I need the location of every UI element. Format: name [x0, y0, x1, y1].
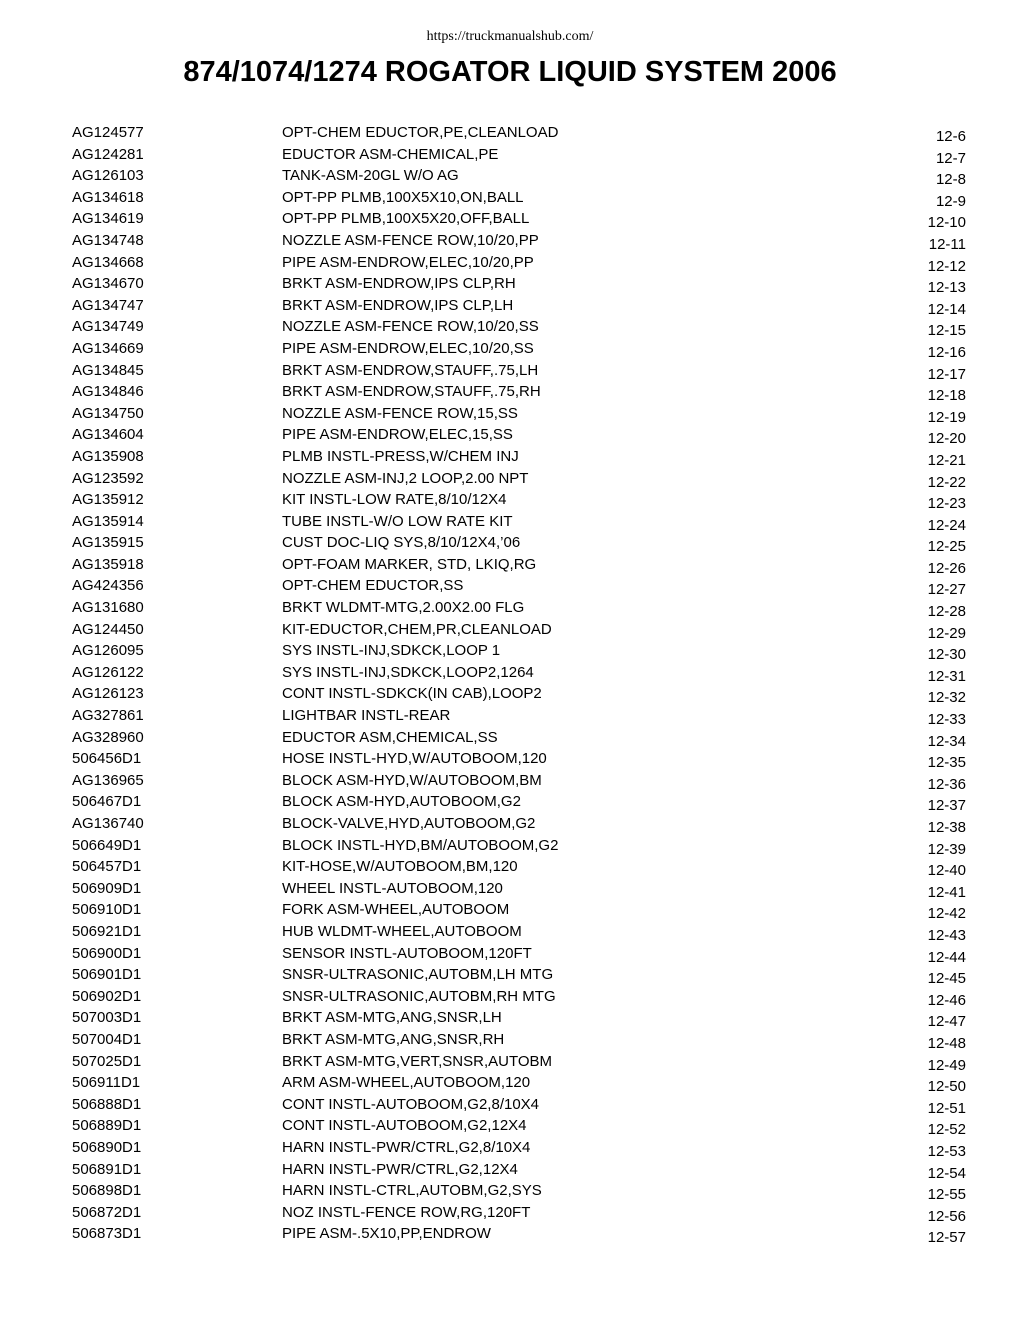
part-description: HARN INSTL-CTRL,AUTOBM,G2,SYS [282, 1182, 542, 1200]
part-description: KIT INSTL-LOW RATE,8/10/12X4 [282, 491, 507, 509]
list-item [0, 469, 1020, 491]
part-number: 507025D1 [72, 1052, 142, 1070]
list-item [0, 598, 1020, 620]
part-description: FORK ASM-WHEEL,AUTOBOOM [282, 901, 510, 919]
part-number: 506909D1 [72, 879, 142, 897]
page-reference: 12-48 [927, 1034, 966, 1052]
page-reference: 12-19 [927, 408, 966, 426]
page-reference: 12-49 [927, 1056, 966, 1074]
part-description: CONT INSTL-SDKCK(IN CAB),LOOP2 [282, 685, 542, 703]
part-number: 506902D1 [72, 987, 142, 1005]
part-description: LIGHTBAR INSTL-REAR [282, 707, 451, 725]
page-reference: 12-15 [927, 322, 966, 340]
part-number: AG134604 [72, 426, 144, 444]
part-description: TANK-ASM-20GL W/O AG [282, 167, 459, 185]
parts-list [0, 123, 1020, 1246]
page-reference: 12-10 [927, 214, 966, 232]
part-number: AG134846 [72, 383, 144, 401]
part-number: 506889D1 [72, 1117, 142, 1135]
part-number: AG134750 [72, 404, 144, 422]
page-reference: 12-44 [927, 948, 966, 966]
part-description: KIT-EDUCTOR,CHEM,PR,CLEANLOAD [282, 620, 552, 638]
page-reference: 12-53 [927, 1142, 966, 1160]
part-description: OPT-PP PLMB,100X5X20,OFF,BALL [282, 210, 530, 228]
list-item [0, 728, 1020, 750]
part-description: BLOCK ASM-HYD,AUTOBOOM,G2 [282, 793, 521, 811]
page-reference: 12-6 [935, 128, 966, 145]
page-reference: 12-11 [928, 235, 966, 253]
list-item [0, 1052, 1020, 1074]
list-item [0, 339, 1020, 361]
part-description: PIPE ASM-ENDROW,ELEC,10/20,SS [282, 339, 534, 357]
page-reference: 12-8 [935, 171, 966, 189]
list-item [0, 1095, 1020, 1117]
part-number: 506872D1 [72, 1203, 142, 1221]
part-description: WHEEL INSTL-AUTOBOOM,120 [282, 879, 503, 897]
list-item [0, 663, 1020, 685]
part-description: BRKT ASM-ENDROW,IPS CLP,RH [282, 275, 516, 293]
list-item [0, 1073, 1020, 1095]
part-number: 507004D1 [72, 1030, 142, 1048]
page-reference: 12-56 [927, 1207, 966, 1225]
part-number: AG126122 [72, 663, 144, 681]
part-description: TUBE INSTL-W/O LOW RATE KIT [282, 512, 513, 530]
part-number: AG135912 [72, 491, 144, 509]
part-description: EDUCTOR ASM-CHEMICAL,PE [282, 145, 499, 163]
part-description: OPT-FOAM MARKER, STD, LKIQ,RG [282, 555, 537, 573]
part-description: NOZZLE ASM-FENCE ROW,15,SS [282, 404, 518, 422]
part-description: CONT INSTL-AUTOBOOM,G2,12X4 [282, 1117, 527, 1135]
list-item [0, 1008, 1020, 1030]
list-item [0, 922, 1020, 944]
part-number: AG328960 [72, 728, 144, 746]
list-item [0, 447, 1020, 469]
page-reference: 12-7 [935, 149, 966, 167]
part-number: AG135915 [72, 534, 144, 552]
page-reference: 12-23 [927, 495, 966, 513]
part-description: BLOCK ASM-HYD,W/AUTOBOOM,BM [282, 771, 542, 789]
part-number: 506457D1 [72, 858, 142, 876]
part-description: BLOCK INSTL-HYD,BM/AUTOBOOM,G2 [282, 836, 559, 854]
part-description: ARM ASM-WHEEL,AUTOBOOM,120 [282, 1074, 531, 1092]
page-reference: 12-51 [927, 1099, 966, 1117]
part-number: AG124450 [72, 620, 144, 638]
list-item [0, 900, 1020, 922]
page-reference: 12-29 [927, 624, 966, 642]
part-number: AG424356 [72, 577, 144, 595]
page-reference: 12-22 [927, 473, 966, 491]
part-number: AG126123 [72, 685, 144, 703]
list-item [0, 987, 1020, 1009]
part-number: AG136965 [72, 771, 144, 789]
part-number: AG135914 [72, 512, 144, 530]
list-item [0, 296, 1020, 318]
page-reference: 12-47 [927, 1013, 966, 1031]
page-reference: 12-14 [927, 300, 966, 318]
list-item [0, 771, 1020, 793]
page-reference: 12-27 [927, 581, 966, 599]
list-item [0, 188, 1020, 210]
part-number: AG131680 [72, 599, 144, 617]
list-item [0, 1116, 1020, 1138]
page-reference: 12-57 [927, 1229, 966, 1247]
list-item [0, 749, 1020, 771]
part-description: BLOCK-VALVE,HYD,AUTOBOOM,G2 [282, 815, 536, 832]
list-item [0, 166, 1020, 188]
page-reference: 12-20 [927, 430, 966, 448]
part-number: AG134747 [72, 296, 144, 314]
list-item [0, 814, 1020, 836]
list-item [0, 425, 1020, 447]
page-reference: 12-54 [927, 1164, 966, 1182]
part-description: SYS INSTL-INJ,SDKCK,LOOP 1 [282, 642, 501, 660]
part-description: BRKT ASM-MTG,ANG,SNSR,RH [282, 1030, 505, 1048]
page-reference: 12-34 [927, 732, 966, 750]
part-number: 506921D1 [72, 922, 142, 940]
part-description: CONT INSTL-AUTOBOOM,G2,8/10X4 [282, 1095, 540, 1113]
page-reference: 12-25 [927, 538, 966, 556]
list-item [0, 857, 1020, 879]
part-number: AG134619 [72, 210, 144, 228]
part-description: HARN INSTL-PWR/CTRL,G2,12X4 [282, 1160, 518, 1178]
part-description: BRKT ASM-MTG,ANG,SNSR,LH [282, 1009, 502, 1027]
part-number: 506888D1 [72, 1095, 142, 1113]
part-number: 506890D1 [72, 1138, 142, 1156]
part-number: AG126103 [72, 167, 144, 185]
page-reference: 12-17 [927, 365, 966, 383]
part-number: 506910D1 [72, 901, 142, 919]
part-number: 506900D1 [72, 944, 142, 962]
list-item [0, 209, 1020, 231]
part-number: 506873D1 [72, 1225, 142, 1243]
list-item [0, 555, 1020, 577]
list-item [0, 792, 1020, 814]
part-description: EDUCTOR ASM,CHEMICAL,SS [282, 728, 498, 746]
list-item [0, 274, 1020, 296]
part-number: AG134669 [72, 339, 144, 357]
list-item [0, 1160, 1020, 1182]
list-item [0, 944, 1020, 966]
list-item [0, 317, 1020, 339]
list-item [0, 965, 1020, 987]
page-reference: 12-30 [927, 646, 966, 664]
part-number: AG123592 [72, 469, 144, 487]
page-reference: 12-13 [927, 279, 966, 297]
page-reference: 12-36 [927, 775, 966, 793]
list-item [0, 253, 1020, 275]
page-reference: 12-32 [927, 689, 966, 707]
page-reference: 12-37 [927, 797, 966, 815]
part-number: 506901D1 [72, 966, 142, 984]
list-item [0, 231, 1020, 253]
part-number: AG124577 [72, 124, 144, 141]
part-description: PIPE ASM-.5X10,PP,ENDROW [282, 1225, 491, 1243]
page-reference: 12-18 [927, 387, 966, 405]
list-item [0, 1181, 1020, 1203]
page-reference: 12-40 [927, 862, 966, 880]
page-reference: 12-21 [927, 451, 966, 469]
part-description: OPT-CHEM EDUCTOR,PE,CLEANLOAD [282, 124, 559, 141]
list-item [0, 1030, 1020, 1052]
page-reference: 12-43 [927, 926, 966, 944]
part-description: BRKT ASM-ENDROW,STAUFF,.75,LH [282, 361, 539, 379]
part-description: PIPE ASM-ENDROW,ELEC,15,SS [282, 426, 513, 444]
list-item [0, 620, 1020, 642]
part-number: AG134668 [72, 253, 144, 271]
part-description: SNSR-ULTRASONIC,AUTOBM,RH MTG [282, 987, 556, 1005]
page-reference: 12-55 [927, 1186, 966, 1204]
part-description: HUB WLDMT-WHEEL,AUTOBOOM [282, 922, 522, 940]
part-description: OPT-CHEM EDUCTOR,SS [282, 577, 464, 595]
part-description: BRKT ASM-ENDROW,IPS CLP,LH [282, 296, 514, 314]
page-reference: 12-26 [927, 559, 966, 577]
list-item [0, 512, 1020, 534]
list-item [0, 533, 1020, 555]
list-item [0, 836, 1020, 858]
list-item [0, 361, 1020, 383]
part-description: NOZZLE ASM-FENCE ROW,10/20,PP [282, 231, 539, 249]
list-item [0, 490, 1020, 512]
list-item [0, 641, 1020, 663]
part-description: BRKT ASM-MTG,VERT,SNSR,AUTOBM [282, 1052, 553, 1070]
part-number: AG124281 [72, 145, 144, 163]
page-reference: 12-38 [927, 819, 966, 836]
list-item [0, 576, 1020, 598]
part-description: NOZZLE ASM-INJ,2 LOOP,2.00 NPT [282, 469, 529, 487]
list-item [0, 684, 1020, 706]
page-reference: 12-16 [927, 343, 966, 361]
page-reference: 12-35 [927, 754, 966, 772]
part-number: 506911D1 [72, 1074, 141, 1092]
page-reference: 12-12 [927, 257, 966, 275]
part-number: 506467D1 [72, 793, 142, 811]
page-reference: 12-41 [927, 883, 966, 901]
list-item [0, 1224, 1020, 1246]
part-description: BRKT WLDMT-MTG,2.00X2.00 FLG [282, 599, 525, 617]
page-reference: 12-31 [927, 667, 966, 685]
list-item [0, 1203, 1020, 1225]
page-reference: 12-33 [927, 711, 966, 729]
part-number: AG135908 [72, 447, 144, 465]
part-description: PLMB INSTL-PRESS,W/CHEM INJ [282, 447, 519, 465]
part-description: NOZZLE ASM-FENCE ROW,10/20,SS [282, 318, 539, 336]
part-description: NOZ INSTL-FENCE ROW,RG,120FT [282, 1203, 531, 1221]
part-description: HARN INSTL-PWR/CTRL,G2,8/10X4 [282, 1138, 531, 1156]
page-reference: 12-52 [927, 1121, 966, 1139]
part-number: AG135918 [72, 555, 144, 573]
page-reference: 12-46 [927, 991, 966, 1009]
part-description: CUST DOC-LIQ SYS,8/10/12X4,’06 [282, 534, 521, 552]
part-number: AG134748 [72, 231, 144, 249]
part-number: AG134845 [72, 361, 144, 379]
page-reference: 12-39 [927, 840, 966, 858]
list-item [0, 706, 1020, 728]
list-item [0, 1138, 1020, 1160]
list-item [0, 382, 1020, 404]
document-title: 874/1074/1274 ROGATOR LIQUID SYSTEM 2006 [183, 56, 837, 88]
list-item [0, 123, 1020, 145]
part-number: 506898D1 [72, 1182, 142, 1200]
page-reference: 12-28 [927, 603, 966, 621]
part-description: SNSR-ULTRASONIC,AUTOBM,LH MTG [282, 966, 554, 984]
part-number: AG136740 [72, 815, 144, 832]
page-reference: 12-50 [927, 1078, 966, 1096]
page-reference: 12-9 [935, 192, 966, 210]
part-number: AG134670 [72, 275, 144, 293]
part-description: KIT-HOSE,W/AUTOBOOM,BM,120 [282, 858, 518, 876]
part-number: AG126095 [72, 642, 144, 660]
list-item [0, 145, 1020, 167]
part-number: 506456D1 [72, 750, 142, 768]
list-item [0, 404, 1020, 426]
part-number: 506891D1 [72, 1160, 142, 1178]
page-reference: 12-45 [927, 970, 966, 988]
part-number: AG134618 [72, 188, 144, 206]
part-number: 507003D1 [72, 1009, 142, 1027]
part-description: BRKT ASM-ENDROW,STAUFF,.75,RH [282, 383, 541, 401]
part-number: 506649D1 [72, 836, 142, 854]
part-description: PIPE ASM-ENDROW,ELEC,10/20,PP [282, 253, 534, 271]
page-reference: 12-24 [927, 516, 966, 534]
part-number: AG134749 [72, 318, 144, 336]
part-number: AG327861 [72, 707, 144, 725]
list-item [0, 879, 1020, 901]
page-reference: 12-42 [927, 905, 966, 923]
part-description: OPT-PP PLMB,100X5X10,ON,BALL [282, 188, 524, 206]
source-url[interactable]: https://truckmanualshub.com/ [426, 29, 594, 44]
part-description: SYS INSTL-INJ,SDKCK,LOOP2,1264 [282, 663, 534, 681]
part-description: HOSE INSTL-HYD,W/AUTOBOOM,120 [282, 750, 547, 768]
part-description: SENSOR INSTL-AUTOBOOM,120FT [282, 944, 532, 962]
